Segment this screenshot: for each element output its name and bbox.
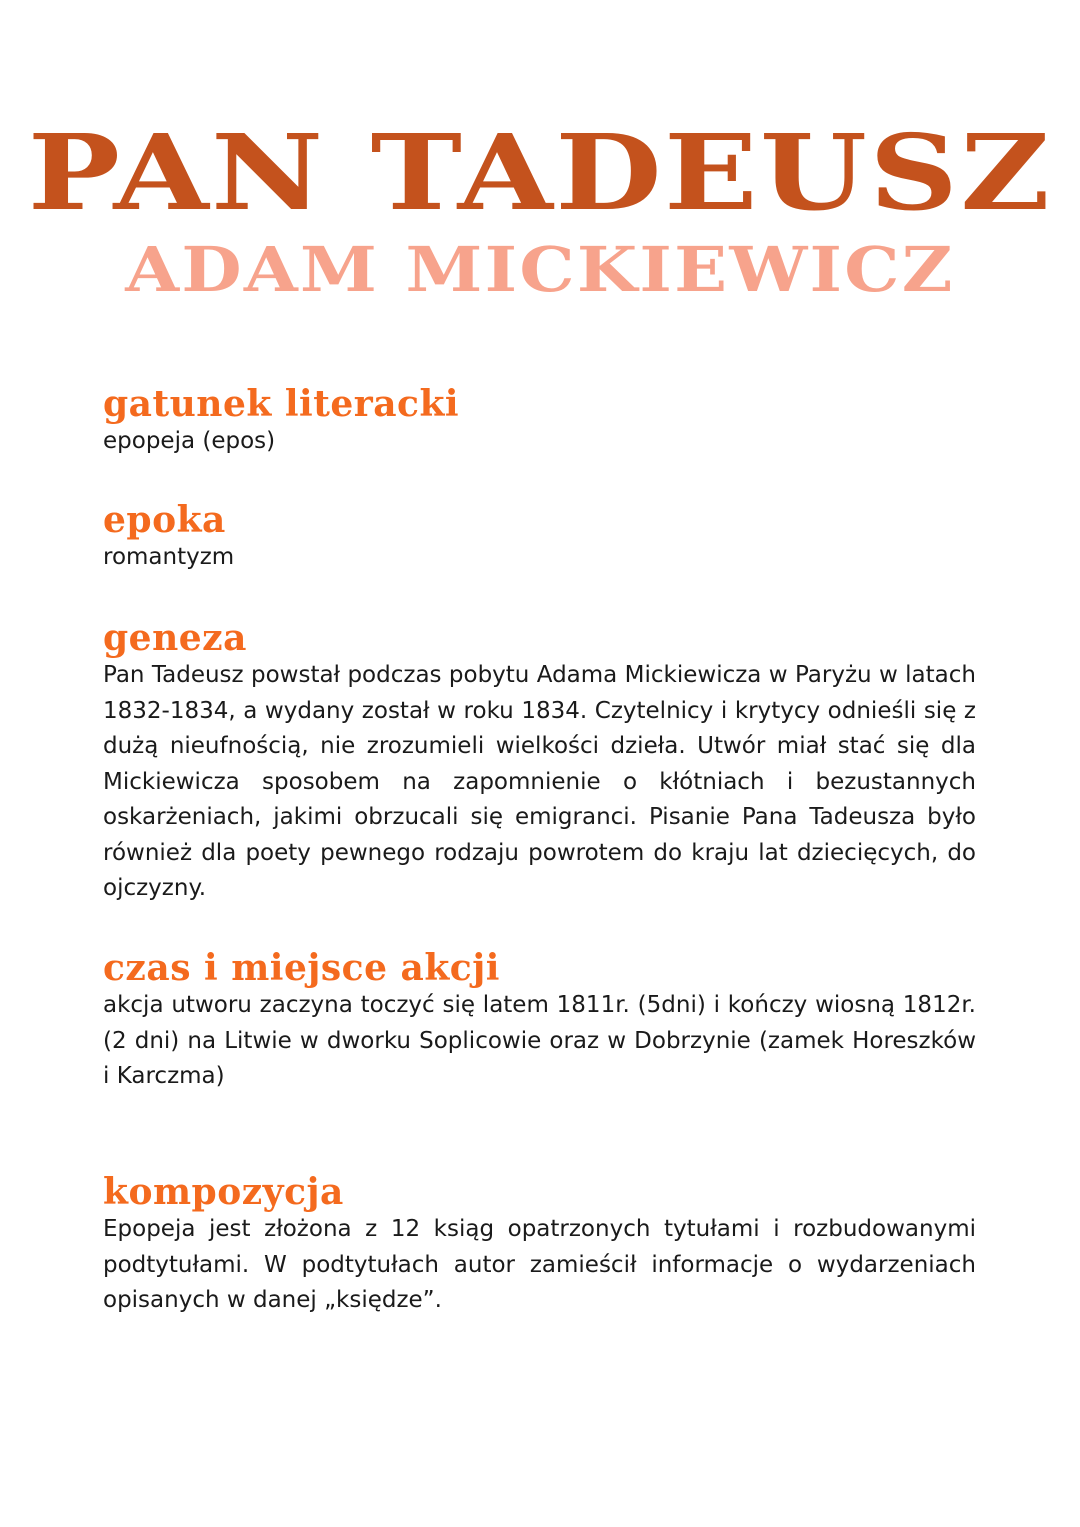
section-geneza (103, 618, 976, 907)
section-text: Pan Tadeusz powstał podczas pobytu Adama Mickiewicza w Paryżu w latach 1832-1834, a wydany został w roku 1834. Czytelnicy i krytycy odnieśli się z dużą nieufnością, nie zrozumieli wielkości dzieła. Utwór miał stać się dla Mickiewicza sposobem na zapomnienie o kłótniach i bezustannych oskarżeniach, jakimi obrzucali się emigranci. Pisanie Pana Tadeusza było również dla poety pewnego rodzaju powrotem do kraju lat dziecięcych, do ojczyzny. (103, 662, 976, 901)
section-text: epopeja (epos) (103, 428, 276, 454)
section-text: Epopeja jest złożona z 12 ksiąg opatrzonych tytułami i rozbudowanymi podtytułami. W podtytułach autor zamieścił informacje o wydarzeniach opisanych w danej „księdze”. (103, 1216, 976, 1313)
section-heading: gatunek literacki (103, 383, 460, 425)
document-title: PAN TADEUSZ (27, 111, 1053, 234)
section-heading: geneza (103, 617, 247, 659)
document-author: ADAM MICKIEWICZ (125, 233, 955, 306)
section-epoka (103, 500, 976, 576)
section-heading: czas i miejsce akcji (103, 947, 500, 989)
section-text: akcja utworu zaczyna toczyć się latem 1811r. (5dni) i kończy wiosną 1812r. (2 dni) na Litwie w dworku Soplicowie oraz w Dobrzynie (zamek Horeszków i Karczma) (103, 992, 976, 1089)
section-heading: epoka (103, 499, 226, 541)
section-text: romantyzm (103, 544, 235, 570)
section-czas-i-miejsce (103, 948, 976, 1095)
section-kompozycja (103, 1172, 976, 1319)
section-gatunek (103, 384, 976, 460)
section-heading: kompozycja (103, 1171, 344, 1213)
